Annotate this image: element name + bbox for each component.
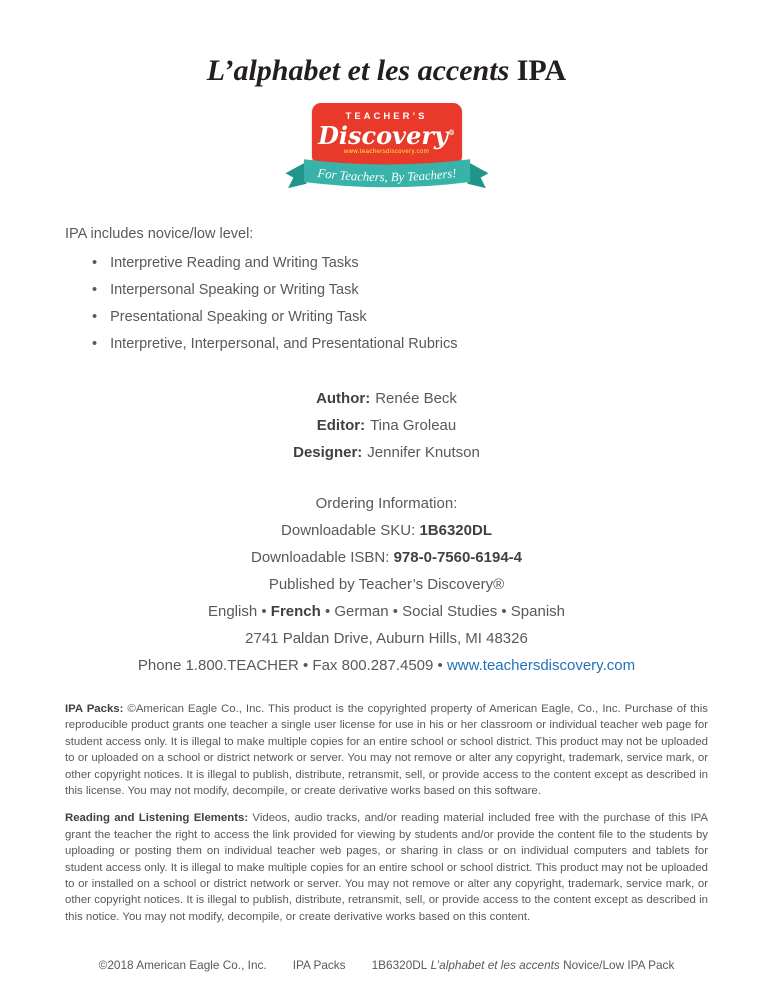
includes-list bbox=[65, 255, 708, 352]
phone-fax-text: Phone 1.800.TEACHER • Fax 800.287.4509 • bbox=[137, 657, 447, 674]
credit-designer bbox=[65, 439, 708, 466]
list-item bbox=[65, 309, 708, 325]
logo-discovery-text bbox=[318, 120, 455, 150]
list-item bbox=[65, 336, 708, 352]
publisher-line: Published by Teacher’s Discovery® bbox=[268, 576, 505, 593]
list-item-text: Interpersonal Speaking or Writing Task bbox=[110, 282, 359, 298]
legal-paragraph-ipa-packs bbox=[65, 701, 708, 799]
footer-title-italic: L’alphabet et les accents bbox=[427, 958, 560, 972]
isbn-value: 978-0-7560-6194-4 bbox=[393, 549, 523, 566]
title-ipa-part: IPA bbox=[509, 54, 567, 87]
ribbon-text: For Teachers, By Teachers! bbox=[316, 166, 457, 185]
credit-editor bbox=[65, 412, 708, 439]
sku-value: 1B6320DL bbox=[419, 522, 492, 539]
ordering-sku-line bbox=[65, 517, 708, 544]
list-item-text: Presentational Speaking or Writing Task bbox=[110, 309, 367, 325]
footer-product: IPA Packs bbox=[292, 958, 346, 972]
list-item-text: Interpretive Reading and Writing Tasks bbox=[110, 255, 359, 271]
legal-paragraph-reading-listening bbox=[65, 810, 708, 925]
subjects-post: • German • Social Studies • Spanish bbox=[320, 603, 566, 620]
ribbon-right-tail bbox=[467, 163, 488, 188]
ribbon-left-tail bbox=[285, 163, 306, 188]
legal-text: Videos, audio tracks, and/or reading material included free with the purchase of this IPA grant the teacher the right to access the link provided for viewing by students and/or provide the content file to the students by uploading or posting them on individual teacher web pages, or sharing in class or on individual computers and tablets for student access only. It is illegal to make multiple copies for an entire school or school district. This product may not be uploaded to or installed on a school or district network or server. You may not remove or alter any copyright, trademark, service mark, or other copyright notices. It is illegal to publish, distribute, retransmit, sell, or provide access to the content except as described in this notice. You may not modify, decompile, or create derivative works based on this content. bbox=[65, 812, 709, 923]
logo-discovery-word: Discovery bbox=[318, 120, 448, 150]
subject-french: French bbox=[270, 603, 321, 620]
bullet-icon bbox=[92, 282, 97, 298]
credit-label: Designer: bbox=[293, 444, 363, 461]
footer-copyright: ©2018 American Eagle Co., Inc. bbox=[98, 958, 267, 972]
credit-author bbox=[65, 385, 708, 412]
bullet-icon bbox=[92, 336, 97, 352]
ordering-heading: Ordering Information: bbox=[315, 495, 458, 512]
ribbon-banner bbox=[282, 152, 492, 198]
footer-sku: 1B6320DL bbox=[371, 958, 428, 972]
footer bbox=[65, 958, 708, 1000]
logo-area bbox=[65, 103, 708, 198]
credit-value: Tina Groleau bbox=[370, 417, 457, 434]
credit-value: Renée Beck bbox=[375, 390, 457, 407]
legal-label: IPA Packs: bbox=[65, 703, 124, 715]
list-item bbox=[65, 255, 708, 271]
page-title bbox=[65, 54, 708, 87]
credits-block bbox=[65, 385, 708, 466]
ordering-block bbox=[65, 490, 708, 679]
logo-teachers-text: TEACHER’S bbox=[345, 111, 428, 123]
logo-url-text: www.teachersdiscovery.com bbox=[343, 148, 430, 155]
includes-section bbox=[65, 226, 708, 363]
list-item bbox=[65, 282, 708, 298]
list-item-text: Interpretive, Interpersonal, and Presentational Rubrics bbox=[110, 336, 458, 352]
credit-label: Author: bbox=[316, 390, 371, 407]
title-italic-part: L’alphabet et les accents bbox=[206, 54, 510, 87]
contact-line bbox=[65, 652, 708, 679]
subjects-pre: English • bbox=[207, 603, 271, 620]
credit-label: Editor: bbox=[316, 417, 366, 434]
footer-suffix: Novice/Low IPA Pack bbox=[559, 958, 675, 972]
isbn-label: Downloadable ISBN: bbox=[250, 549, 394, 566]
subjects-line bbox=[65, 598, 708, 625]
bullet-icon bbox=[92, 255, 97, 271]
legal-label: Reading and Listening Elements: bbox=[65, 812, 249, 825]
address-line: 2741 Paldan Drive, Auburn Hills, MI 48326 bbox=[245, 630, 528, 647]
bullet-icon bbox=[92, 309, 97, 325]
website-link[interactable]: www.teachersdiscovery.com bbox=[446, 657, 636, 674]
ordering-isbn-line bbox=[65, 544, 708, 571]
legal-text: ©American Eagle Co., Inc. This product is the copyrighted property of American Eagle, Co., Inc. Purchase of this reproducible product grants one teacher a single user license for use in his or her classroom or individual teacher web page for student access only. It is illegal to make multiple copies for an entire school or school district. This product may not be uploaded to or uploaded on a school or district network or server. You may not remove or alter any copyright, trademark, service mark, or other copyright notices. It is illegal to publish, distribute, retransmit, sell, or provide access to the content except as described in this license. You may not modify, decompile, or create derivative works based on this software. bbox=[65, 703, 708, 798]
credit-value: Jennifer Knutson bbox=[367, 444, 480, 461]
includes-heading: IPA includes novice/low level: bbox=[65, 226, 254, 242]
sku-label: Downloadable SKU: bbox=[281, 522, 420, 539]
footer-sku-title bbox=[372, 958, 675, 972]
registered-mark: ® bbox=[447, 127, 455, 137]
legal-section bbox=[65, 701, 708, 936]
